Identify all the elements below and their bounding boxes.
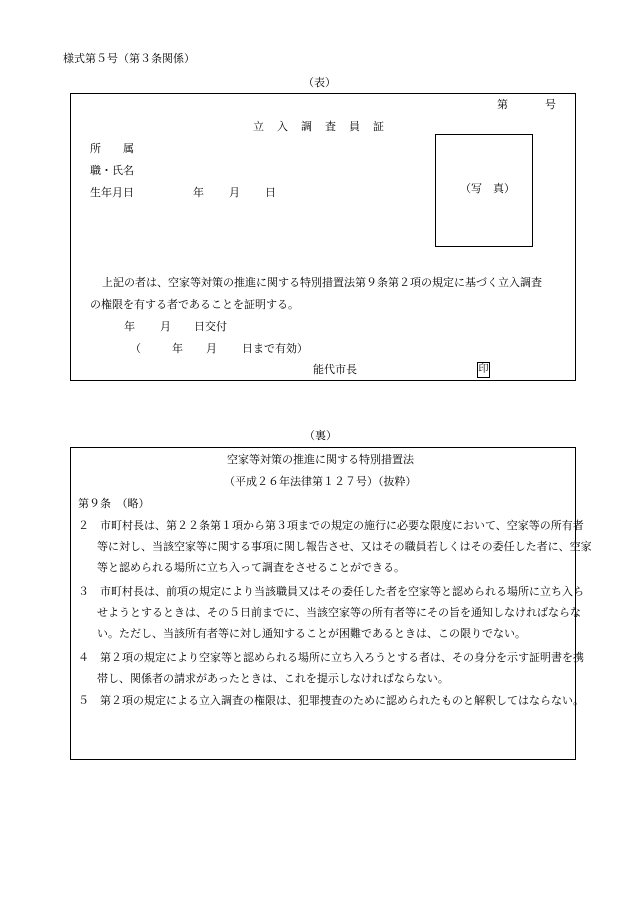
valid-until: 日まで有効） [242,342,308,355]
card-title: 立 入 調 査 員 証 [253,120,385,133]
card-number-dai: 第 [497,98,508,111]
law-paragraph-2: ２ 市町村長は、第２２条第１項から第３項までの規定の施行に必要な限度において、空家等の所有者等に対し、当該空家等に関する事項に関し報告させ、又はその職員若しくはその委任した者に、空家等と認められる場所に立ち入って調査をさせることができる。 [78,519,592,574]
field-affiliation: 所 属 [90,142,134,155]
issue-day: 日交付 [194,320,227,333]
card-number-go: 号 [545,98,556,111]
law-subtitle: （平成２６年法律第１２７号）（抜粋） [224,475,417,488]
issue-month: 月 [160,320,171,333]
seal-mark: 印 [477,362,490,378]
article-number: 第９条 （略） [78,497,150,510]
valid-open: （ [130,342,141,355]
field-birth-month: 月 [229,186,240,199]
certification-line-2: の権限を有する者であることを証明する。 [90,298,299,311]
law-paragraph-3: ３ 市町村長は、前項の規定により当該職員又はその委任した者を空家等と認められる場所に立ち入らせようとするときは、その５日前までに、当該空家等の所有者等にその旨を通知しなければならない。ただし、当該所有者等に対し通知することが困難であるときは、この限りでない。 [78,585,584,640]
front-heading: （表） [303,76,336,89]
valid-month: 月 [206,342,217,355]
photo-label: （写 真） [460,182,515,195]
field-birth-day: 日 [265,186,276,199]
issuer: 能代市長 [313,363,357,376]
law-paragraph-4: ４ 第２項の規定により空家等と認められる場所に立ち入ろうとする者は、その身分を示す証明書を携帯し、関係者の請求があったときは、これを提示しなければならない。 [78,651,584,685]
valid-year: 年 [172,342,183,355]
field-birth-label: 生年月日 [90,186,134,199]
law-paragraph-5: ５ 第２項の規定による立入調査の権限は、犯罪捜査のために認められたものと解釈してはならない。 [78,694,584,707]
certification-line-1: 上記の者は、空家等対策の推進に関する特別措置法第９条第２項の規定に基づく立入調査 [102,276,542,289]
issue-year: 年 [124,320,135,333]
form-label: 様式第５号（第３条関係） [63,52,195,65]
law-title: 空家等対策の推進に関する特別措置法 [227,453,414,466]
field-position-name: 職・氏名 [90,164,134,177]
back-heading: （裏） [304,429,337,442]
field-birth-year: 年 [193,186,204,199]
